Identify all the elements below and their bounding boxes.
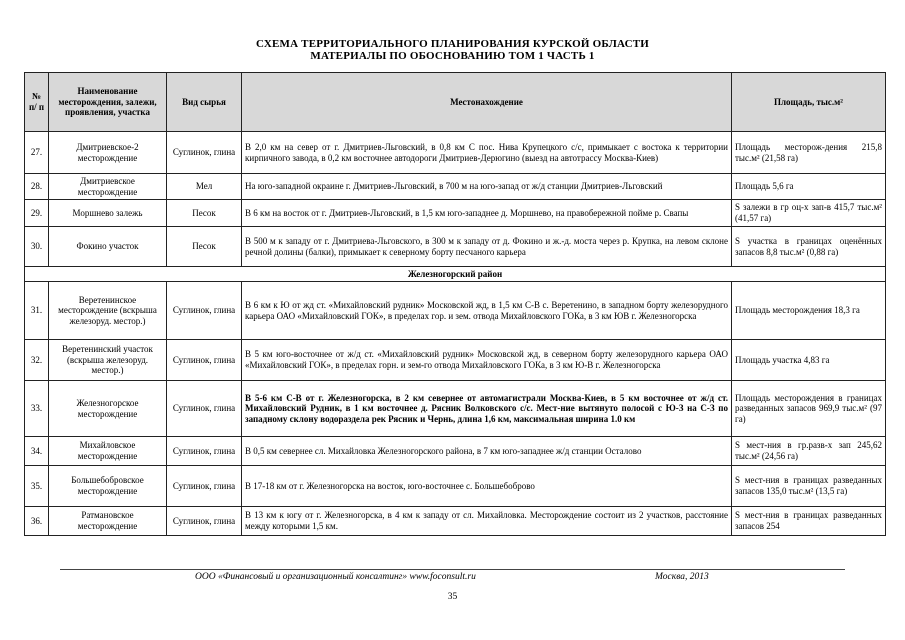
row-raw: Суглинок, глина <box>167 381 242 437</box>
row-area: S участка в границах оценённых запасов 8,8 тыс.м² (0,88 га) <box>732 227 886 267</box>
row-num: 28. <box>25 174 49 200</box>
row-location: В 5-6 км С-В от г. Железногорска, в 2 км севернее от автомагистрали Москва-Киев, в 5 км восточнее от ж/д ст. Михайловский Рудник, в 1 км восточнее д. Рясник Волковского с/с. Мест-ние вытянуто полосой с Ю-З на С-З по западному склону водораздела рек Рясник и Чернь, длина 1,6 км, максимальная ширина 1.0 км <box>242 381 732 437</box>
column-header-raw: Вид сырья <box>167 73 242 132</box>
row-area: Площадь месторождения в границах разведанных запасов 969,9 тыс.м² (97 га) <box>732 381 886 437</box>
row-name: Фокино участок <box>49 227 167 267</box>
page-number: 35 <box>447 592 458 602</box>
column-header-name: Наименование месторождения, залежи, проявления, участка <box>49 73 167 132</box>
document-subtitle: МАТЕРИАЛЫ ПО ОБОСНОВАНИЮ ТОМ 1 ЧАСТЬ 1 <box>310 50 595 62</box>
section-title: Железногорский район <box>25 267 886 282</box>
table-row <box>25 227 886 267</box>
row-location: В 0,5 км севернее сл. Михайловка Железногорского района, в 7 км юго-западнее ж/д станции Осталово <box>242 437 732 466</box>
column-header-location: Местонахождение <box>242 73 732 132</box>
column-header-num: № п/ п <box>25 73 49 132</box>
row-name: Ратмановское месторождение <box>49 507 167 536</box>
row-num: 32. <box>25 340 49 381</box>
table-row <box>25 200 886 227</box>
row-num: 31. <box>25 282 49 340</box>
row-num: 35. <box>25 466 49 507</box>
row-raw: Песок <box>167 227 242 267</box>
section-row <box>25 267 886 282</box>
table-header-row <box>25 73 886 132</box>
document-header <box>0 38 905 62</box>
table-row <box>25 437 886 466</box>
row-raw: Суглинок, глина <box>167 466 242 507</box>
row-name: Веретенинский участок (вскрыша железоруд. местор.) <box>49 340 167 381</box>
row-num: 30. <box>25 227 49 267</box>
row-name: Большебобровское месторождение <box>49 466 167 507</box>
row-location: В 17-18 км от г. Железногорска на восток, юго-восточнее с. Большебоброво <box>242 466 732 507</box>
row-area: Площадь участка 4,83 га <box>732 340 886 381</box>
row-location: На юго-западной окраине г. Дмитриев-Льговский, в 700 м на юго-запад от ж/д станции Дмитриев-Льговский <box>242 174 732 200</box>
row-raw: Суглинок, глина <box>167 437 242 466</box>
row-location: В 2,0 км на север от г. Дмитриев-Льговский, в 0,8 км С пос. Нива Крупецкого с/с, примыкает с востока к территории кирпичного завода, в 0,2 км восточнее автодороги Дмитриев-Дерюгино (выезд на автотрассу Москва-Киев) <box>242 132 732 174</box>
row-raw: Суглинок, глина <box>167 340 242 381</box>
row-location: В 5 км юго-восточнее от ж/д ст. «Михайловский рудник» Московской жд, в северном борту железорудного карьера ОАО «Михайловский ГОК», в пределах горн. и зем-го отвода Михайловского ГОКа, в 3 км Ю-В г. Железногорска <box>242 340 732 381</box>
row-location: В 6 км на восток от г. Дмитриев-Льговский, в 1,5 км юго-западнее д. Моршнево, на правобережной пойме р. Свапы <box>242 200 732 227</box>
row-num: 34. <box>25 437 49 466</box>
row-num: 36. <box>25 507 49 536</box>
row-area: S мест-ния в гр.разв-х зап 245,62 тыс.м² (24,56 га) <box>732 437 886 466</box>
table-row <box>25 381 886 437</box>
column-header-area: Площадь, тыс.м² <box>732 73 886 132</box>
row-area: S мест-ния в границах разведанных запасов 254 <box>732 507 886 536</box>
footer-city-year: Москва, 2013 <box>655 572 709 582</box>
table-row <box>25 466 886 507</box>
row-raw: Суглинок, глина <box>167 132 242 174</box>
row-name: Дмитриевское месторождение <box>49 174 167 200</box>
row-area: S мест-ния в границах разведанных запасов 135,0 тыс.м² (13,5 га) <box>732 466 886 507</box>
row-area: S залежи в гр оц-х зап-в 415,7 тыс.м² (41,57 га) <box>732 200 886 227</box>
row-raw: Суглинок, глина <box>167 507 242 536</box>
row-name: Веретенинское месторождение (вскрыша железоруд. местор.) <box>49 282 167 340</box>
row-raw: Суглинок, глина <box>167 282 242 340</box>
row-area: Площадь месторождения 18,3 га <box>732 282 886 340</box>
row-raw: Песок <box>167 200 242 227</box>
document-title: СХЕМА ТЕРРИТОРИАЛЬНОГО ПЛАНИРОВАНИЯ КУРСКОЙ ОБЛАСТИ <box>255 38 650 50</box>
table-row <box>25 132 886 174</box>
table-row <box>25 340 886 381</box>
table-row <box>25 507 886 536</box>
row-area: Площадь 5,6 га <box>732 174 886 200</box>
row-raw: Мел <box>167 174 242 200</box>
table-row <box>25 282 886 340</box>
row-num: 29. <box>25 200 49 227</box>
row-location: В 13 км к югу от г. Железногорска, в 4 км к западу от сл. Михайловка. Месторождение состоит из 2 участков, расстояние между которыми 1,5 км. <box>242 507 732 536</box>
row-name: Моршнево залежь <box>49 200 167 227</box>
deposits-table <box>24 72 886 536</box>
row-name: Дмитриевское-2 месторождение <box>49 132 167 174</box>
row-num: 27. <box>25 132 49 174</box>
row-area: Площадь месторож-дения 215,8 тыс.м² (21,58 га) <box>732 132 886 174</box>
footer-organization: ООО «Финансовый и организационный консалтинг» www.foconsult.ru <box>195 572 476 582</box>
row-name: Михайловское месторождение <box>49 437 167 466</box>
row-num: 33. <box>25 381 49 437</box>
row-location: В 500 м к западу от г. Дмитриева-Льговского, в 300 м к западу от д. Фокино и ж.-д. моста через р. Крупка, на левом склоне речной долины (балки), примыкает к северному борту песчаного карьера <box>242 227 732 267</box>
row-location: В 6 км к Ю от жд ст. «Михайловский рудник» Московской жд, в 1,5 км С-В с. Веретенино, в западном борту железорудного карьера ОАО «Михайловский ГОК», в пределах гор. и зем. отвода Михайловского ГОКа, в 3 км ЮВ г. Железногорска <box>242 282 732 340</box>
row-name: Железногорское месторождение <box>49 381 167 437</box>
table-row <box>25 174 886 200</box>
footer-divider <box>60 569 845 570</box>
